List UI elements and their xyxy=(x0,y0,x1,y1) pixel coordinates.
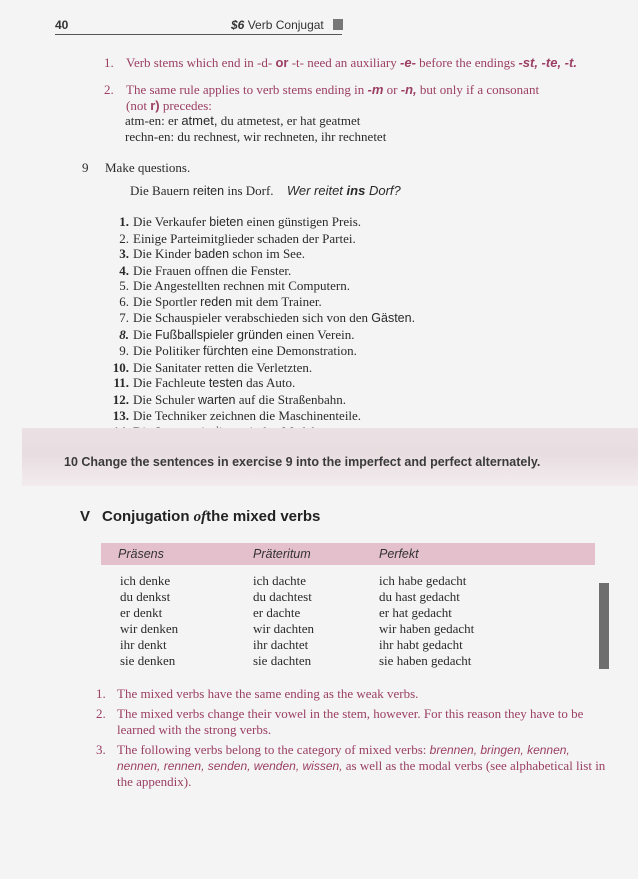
rule-2-text: The same rule applies to verb stems ending in xyxy=(126,82,365,97)
exercise-item xyxy=(104,375,415,392)
exercise-item-text: Die xyxy=(133,326,152,342)
rule-1-endings: -st, -te, -t. xyxy=(518,55,577,70)
conjugation-cell: er hat gedacht xyxy=(379,605,452,620)
exercise-item xyxy=(104,246,415,263)
conjugation-cell: ich denke xyxy=(120,573,171,588)
conjugation-cell: wir denken xyxy=(120,621,179,636)
note-3-verbs: brennen, bringen, kennen, nennen, rennen, senden, wenden, wissen, xyxy=(117,743,570,773)
exercise-item-number: 12. xyxy=(112,391,129,407)
exercise-item xyxy=(104,408,415,424)
exercise-item-post: das Auto. xyxy=(246,375,296,390)
exercise-item-text: Die Sanitater retten die Verletzten. xyxy=(133,359,313,375)
exercise-item-number: 4. xyxy=(119,262,129,278)
exercise-item-verb: Gästen. xyxy=(371,311,416,325)
conjugation-cell: sie denken xyxy=(120,653,176,668)
note-2-number: 2. xyxy=(96,706,106,721)
exercise-item-text: Die Schauspieler verabschieden sich von den xyxy=(133,310,369,325)
rule-1-text: Verb stems which end in -d- xyxy=(126,55,273,70)
exercise-item-post: eine Demonstration. xyxy=(251,343,357,358)
conjugation-cell: ich dachte xyxy=(253,573,307,588)
exercise-item-text: Die Fachleute xyxy=(133,375,206,390)
exercise-item-text: Die Schuler xyxy=(133,391,195,407)
conjugation-cell: ihr denkt xyxy=(120,637,167,652)
rule-2-or: or xyxy=(386,82,398,97)
section-header-title: Verb Conjugat xyxy=(247,18,324,32)
rule-2-m: -m xyxy=(367,82,384,97)
note-2 xyxy=(96,706,606,738)
exercise-item-text: Die Techniker zeichnen die Maschinenteile. xyxy=(133,408,362,423)
example-atmen-word: atmet, xyxy=(181,113,218,128)
note-3-pre: The following verbs belong to the category of mixed verbs: xyxy=(117,742,427,757)
exercise-item-number: 13. xyxy=(112,408,129,423)
exercise-item-post: schon im See. xyxy=(232,246,305,261)
exercise-item-text: Die Verkaufer xyxy=(133,214,207,229)
side-bar xyxy=(599,583,609,669)
exercise-9-list xyxy=(104,214,415,440)
exercise-item-post: einen Verein. xyxy=(286,326,355,342)
rule-1-post: before the endings xyxy=(419,55,516,70)
exercise-item-number: 6. xyxy=(119,293,129,309)
page-number: 40 xyxy=(55,18,69,32)
example-post: ins Dorf. xyxy=(227,183,274,198)
exercise-item xyxy=(104,392,415,409)
section-title-b: the mixed verbs xyxy=(206,508,321,525)
section-roman: V xyxy=(80,508,91,525)
exercise-item-verb: baden xyxy=(194,247,230,261)
example-answer-pre: Wer reitet xyxy=(286,183,343,198)
exercise-item-number: 7. xyxy=(119,310,129,325)
rule-2-line2-pre: (not xyxy=(126,97,147,113)
conjugation-cell: du hast gedacht xyxy=(379,589,460,604)
example-rechnen: rechn-en: du rechnest, wir rechneten, ihr rechnetet xyxy=(125,128,387,144)
notes-list xyxy=(96,686,606,794)
rule-1 xyxy=(104,55,604,71)
exercise-item-number: 11. xyxy=(113,375,129,390)
note-1-number: 1. xyxy=(96,686,106,701)
exercise-item-verb: fürchten xyxy=(203,344,249,358)
exercise-item-number: 8. xyxy=(119,326,129,342)
exercise-item xyxy=(104,343,415,360)
rule-2-number: 2. xyxy=(104,82,114,97)
column-praeteritum xyxy=(253,573,314,669)
conjugation-cell: ihr dachtet xyxy=(253,637,309,652)
note-3-number: 3. xyxy=(96,742,106,757)
rule-2-line2-post: precedes: xyxy=(162,97,212,113)
example-atmen-post: du atmetest, er hat geatmet xyxy=(220,113,361,128)
section-title-a: Conjugation xyxy=(102,508,190,525)
note-2-text: The mixed verbs change their vowel in the stem, however. For this reason they have to be learned with the strong verbs. xyxy=(117,706,584,737)
exercise-item-verb: warten xyxy=(197,392,236,407)
exercise-item-text: Die Kinder xyxy=(133,246,192,261)
conjugation-cell: du denkst xyxy=(120,589,171,604)
example-answer-post: Dorf? xyxy=(368,183,401,198)
exercise-item-number: 10. xyxy=(112,359,129,375)
conjugation-cell: sie haben gedacht xyxy=(379,653,472,668)
exercise-item-post: einen günstigen Preis. xyxy=(246,214,362,229)
conjugation-cell: du dachtest xyxy=(253,589,312,604)
conjugation-cell: wir dachten xyxy=(253,621,315,636)
exercise-item xyxy=(104,310,415,327)
example-verb: reiten xyxy=(192,184,225,198)
note-1 xyxy=(96,686,606,702)
note-1-text: The mixed verbs have the same ending as the weak verbs. xyxy=(117,686,419,701)
conjugation-table-header xyxy=(101,543,595,565)
example-pre: Die Bauern xyxy=(130,183,190,198)
exercise-9-instruction xyxy=(82,160,190,176)
header-perfekt: Perfekt xyxy=(379,547,419,561)
rule-2-n: -n, xyxy=(400,82,417,97)
exercise-item xyxy=(104,294,415,311)
exercise-item-number: 2. xyxy=(119,230,129,246)
section-title-of: of xyxy=(193,509,207,525)
column-praesens xyxy=(120,573,178,669)
exercise-9-example xyxy=(130,183,401,200)
page-header xyxy=(55,18,342,35)
exercise-item-text: Die Politiker xyxy=(133,343,200,358)
conjugation-cell: er dachte xyxy=(253,605,301,620)
column-perfekt xyxy=(379,573,474,669)
conjugation-cell: wir haben gedacht xyxy=(379,621,475,636)
example-answer-ins: ins xyxy=(346,183,366,198)
note-3 xyxy=(96,742,606,790)
exercise-item-number: 9. xyxy=(119,343,129,358)
exercise-item-text: Die Sportler xyxy=(133,293,197,309)
exercise-item xyxy=(104,278,415,294)
exercise-item-verb: testen xyxy=(208,376,243,390)
exercise-item-verb: Fußballspieler gründen xyxy=(155,327,283,342)
conjugation-cell: ihr habt gedacht xyxy=(379,637,463,652)
section-header xyxy=(231,18,324,32)
rule-1-number: 1. xyxy=(104,55,114,70)
exercise-item-verb: reden xyxy=(200,294,233,309)
exercise-item xyxy=(104,231,415,247)
example-atmen-pre: atm-en: er xyxy=(125,113,179,128)
exercise-item-post: auf die Straßenbahn. xyxy=(238,391,346,407)
exercise-item-text: Einige Parteimitglieder schaden der Partei. xyxy=(133,230,356,246)
conjugation-cell: ich habe gedacht xyxy=(379,573,467,588)
rule-2 xyxy=(104,82,604,113)
conjugation-cell: er denkt xyxy=(120,605,163,620)
exercise-item-number: 1. xyxy=(119,214,129,229)
note-3-post: as well as the modal verbs (see alphabetical list in the appendix). xyxy=(117,758,606,789)
exercise-9-number: 9 xyxy=(82,160,89,175)
rule-2-post: but only if a consonant xyxy=(419,82,540,97)
rule-1-or: or xyxy=(275,55,289,70)
exercise-item-post: mit dem Trainer. xyxy=(235,293,322,309)
exercise-item-verb: bieten xyxy=(209,215,244,229)
exercise-10-text: 10 Change the sentences in exercise 9 into the imperfect and perfect alternately. xyxy=(64,455,541,469)
section-prefix: $6 xyxy=(231,18,245,32)
exercise-item xyxy=(104,327,415,344)
exercise-item xyxy=(104,263,415,279)
conjugation-cell: sie dachten xyxy=(253,653,312,668)
rule-examples xyxy=(125,113,605,144)
section-title xyxy=(80,508,320,526)
exercise-item-text: Die Angestellten rechnen mit Computern. xyxy=(133,278,350,293)
exercise-item-number: 3. xyxy=(119,246,129,261)
header-praesens: Präsens xyxy=(118,547,164,561)
rule-1-mid: -t- need an auxiliary xyxy=(291,55,397,70)
exercise-item-number: 5. xyxy=(119,278,129,293)
exercise-9-text: Make questions. xyxy=(105,160,191,175)
exercise-item-text: Die Frauen offnen die Fenster. xyxy=(133,262,292,278)
header-praeteritum: Präteritum xyxy=(253,547,311,561)
exercise-item xyxy=(104,214,415,231)
example-answer xyxy=(287,183,401,198)
exercise-item xyxy=(104,360,415,376)
header-marker xyxy=(333,19,343,30)
rule-2-r: r) xyxy=(150,97,160,113)
rule-1-aux: -e- xyxy=(400,55,416,70)
